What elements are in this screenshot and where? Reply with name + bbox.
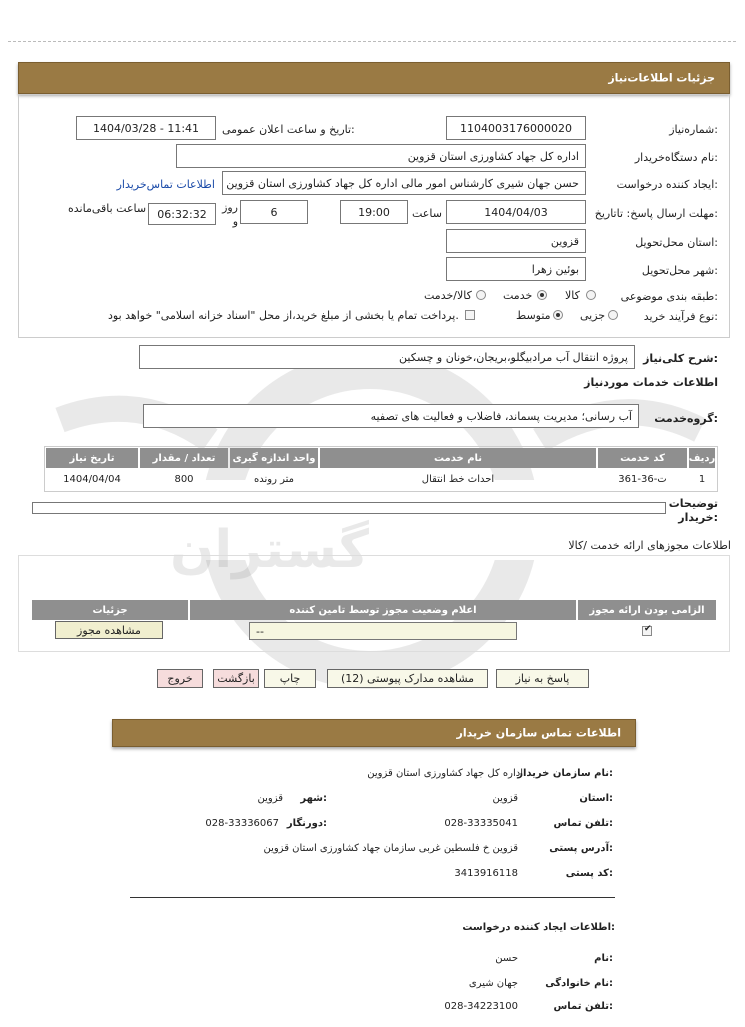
creator-first-name-label: نام: (594, 953, 613, 964)
province-label: استان محل‌تحویل: (635, 236, 718, 249)
process-medium-radio[interactable] (553, 310, 563, 320)
watermark-text: گستران (170, 520, 369, 580)
permit-required-header: الزامی بودن ارائه مجوز (578, 600, 716, 620)
contact-fax-label: دورنگار: (286, 818, 327, 829)
contact-city-label: شهر: (300, 793, 327, 804)
contact-org-value: اداره کل جهاد کشاورزی استان قزوین (367, 768, 523, 779)
need-number-field: 1104003176000020 (446, 116, 586, 140)
category-label: طبقه بندی موضوعی: (620, 290, 718, 303)
contact-fax-value: 028-33336067 (205, 818, 279, 829)
print-button[interactable]: چاپ (264, 669, 316, 688)
exit-button[interactable]: خروج (157, 669, 203, 688)
category-service-label: خدمت (503, 289, 533, 302)
contact-phone-value: 028-33335041 (444, 818, 518, 829)
keyword-field: پروژه انتقال آب مرادبیگلو،بریجان،خونان و چسکین (139, 345, 635, 369)
col-name-header: نام خدمت (320, 448, 596, 468)
col-qty-header: تعداد / مقدار (140, 448, 228, 468)
announce-field: 1404/03/28 - 11:41 (76, 116, 216, 140)
buyer-contact-link[interactable]: اطلاعات تماس‌خریدار (116, 178, 215, 191)
permit-details-header: جزئیات (32, 600, 188, 620)
process-label: نوع فرآیند خرید: (643, 310, 718, 323)
row1-index: 1 (698, 473, 706, 485)
view-permit-button[interactable]: مشاهده مجوز (55, 621, 163, 639)
permits-title: اطلاعات مجوزهای ارائه خدمت /کالا (568, 539, 731, 552)
contact-address-value: قزوین خ فلسطین غربی سازمان جهاد کشاورزی استان قزوین (263, 843, 518, 854)
payment-checkbox[interactable] (465, 310, 475, 320)
service-group-field: آب رسانی؛ مدیریت پسماند، فاضلاب و فعالیت های تصفیه (143, 404, 639, 428)
details-title: جزئیات اطلاعات‌نیاز (608, 71, 715, 85)
col-row-header: ردیف (689, 448, 715, 468)
province-field: قزوین (446, 229, 586, 253)
deadline-time-field: 19:00 (340, 200, 408, 224)
remaining-label: ساعت باقی‌مانده (68, 202, 147, 215)
category-both-radio[interactable] (476, 290, 486, 300)
col-unit-header: واحد اندازه گیری (230, 448, 318, 468)
deadline-label: مهلت ارسال پاسخ: تاتاریخ: (594, 207, 718, 220)
need-number-label: شماره‌نیاز: (669, 123, 718, 136)
contact-postal-value: 3413916118 (454, 868, 518, 879)
days-field: 6 (240, 200, 308, 224)
services-title: اطلاعات خدمات موردنیاز (584, 376, 718, 389)
creator-last-name-label: نام خانوادگی: (545, 978, 613, 989)
row1-name: احداث خط انتقال (421, 473, 495, 485)
permit-status-header: اعلام وضعیت مجوز توسط تامین کننده (190, 600, 576, 620)
contact-province-label: استان: (579, 793, 613, 804)
service-group-label: گروه‌خدمت: (654, 412, 718, 425)
check-icon: ✔ (644, 624, 652, 634)
contact-header (112, 719, 636, 747)
row1-qty: 800 (174, 473, 194, 485)
row1-code: ت-36-361 (618, 473, 667, 485)
contact-phone-label: تلفن تماس: (553, 818, 613, 829)
back-button[interactable]: بازگشت (213, 669, 259, 688)
category-goods-label: کالا (565, 289, 580, 302)
announce-label: تاریخ و ساعت اعلان عمومی: (222, 123, 355, 136)
contact-divider (130, 897, 615, 898)
payment-text: پرداخت تمام یا بخشی از مبلغ خرید،از محل "اسناد خزانه اسلامی" خواهد بود. (108, 309, 459, 322)
days-label: روز و (222, 201, 238, 228)
creator-info-title: اطلاعات ایجاد کننده درخواست: (462, 922, 615, 933)
deadline-date-field: 1404/04/03 (446, 200, 586, 224)
row1-unit: متر رونده (254, 473, 294, 485)
city-field: بوئین زهرا (446, 257, 586, 281)
category-service-radio[interactable] (537, 290, 547, 300)
creator-field: حسن جهان شیری کارشناس امور مالی اداره کل جهاد کشاورزی استان قزوین (222, 171, 586, 195)
buyer-org-field: اداره کل جهاد کشاورزی استان قزوین (176, 144, 586, 168)
process-partial-radio[interactable] (608, 310, 618, 320)
category-goods-radio[interactable] (586, 290, 596, 300)
row1-date: 1404/04/04 (63, 473, 121, 485)
contact-province-value: قزوین (492, 793, 518, 804)
time-label: ساعت (412, 207, 442, 220)
creator-phone-label: تلفن تماس: (553, 1001, 613, 1012)
city-label: شهر محل‌تحویل: (641, 264, 718, 277)
documents-button[interactable]: مشاهده مدارک پیوستی (12) (327, 669, 488, 688)
col-date-header: تاریخ نیاز (46, 448, 138, 468)
contact-postal-label: کد پستی: (565, 868, 613, 879)
details-header (18, 62, 730, 94)
col-code-header: کد خدمت (598, 448, 687, 468)
buyer-org-label: نام دستگاه‌خریدار: (634, 151, 718, 164)
permit-status-field[interactable]: -- (249, 622, 517, 640)
reply-button[interactable]: پاسخ به نیاز (496, 669, 589, 688)
contact-org-label: نام سازمان خریدار: (517, 768, 613, 779)
creator-last-name-value: جهان شیری (468, 978, 518, 989)
contact-city-value: قزوین (257, 793, 283, 804)
remaining-time-field: 06:32:32 (148, 203, 216, 225)
creator-first-name-value: حسن (495, 953, 518, 964)
category-both-label: کالا/خدمت (424, 289, 472, 302)
top-divider (8, 41, 736, 42)
creator-phone-value: 028-34223100 (444, 1001, 518, 1012)
process-medium-label: متوسط (516, 309, 551, 322)
keyword-label: شرح کلی‌نیاز: (643, 352, 718, 365)
creator-label: ایجاد کننده درخواست: (616, 178, 718, 191)
contact-address-label: آدرس پستی: (549, 843, 613, 854)
buyer-notes-label: توضیحات خریدار: (668, 497, 718, 524)
process-partial-label: جزیی (580, 309, 606, 322)
buyer-notes-field (32, 502, 666, 514)
contact-title: اطلاعات تماس سازمان خریدار (456, 726, 621, 740)
